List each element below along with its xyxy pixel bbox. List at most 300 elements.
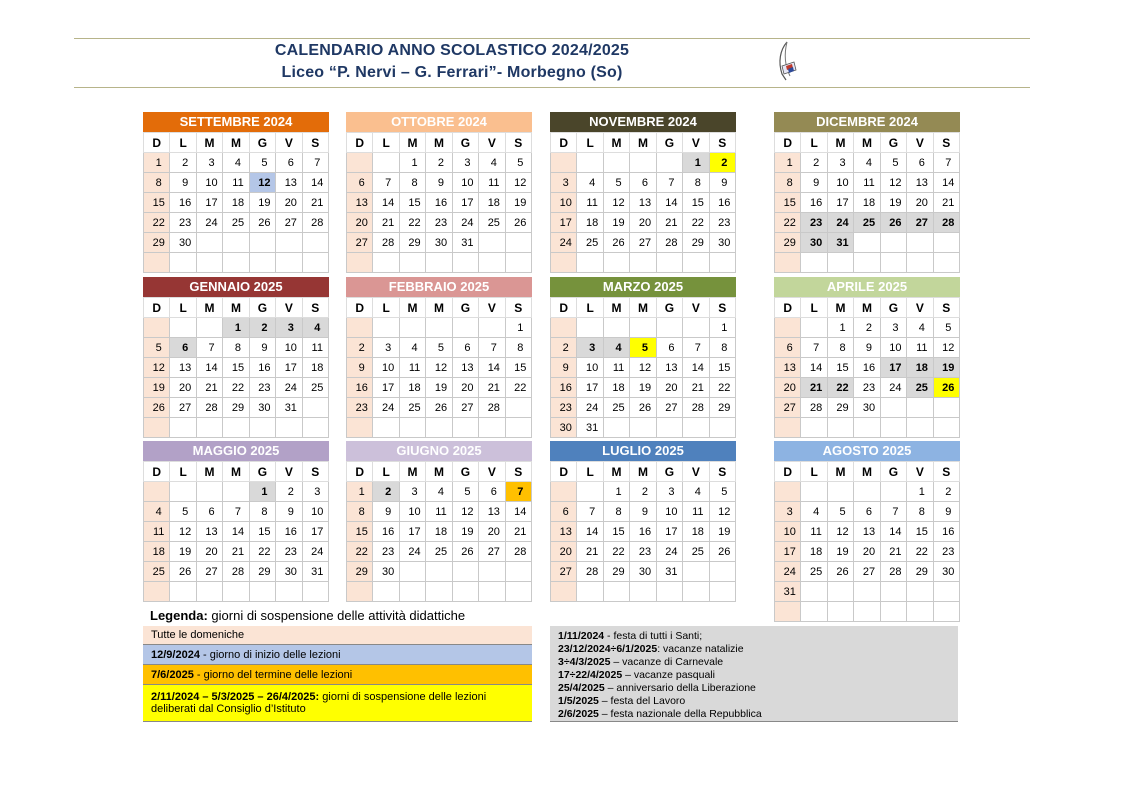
legend-title: Legenda: giorni di sospensione delle attività didattiche bbox=[150, 608, 466, 623]
day-cell: 5 bbox=[933, 318, 959, 338]
day-cell bbox=[880, 233, 906, 253]
day-cell: 26 bbox=[170, 562, 196, 582]
day-cell bbox=[479, 418, 505, 438]
day-cell: 19 bbox=[249, 193, 275, 213]
sunday-cell: 9 bbox=[347, 358, 373, 378]
legend-item: 12/9/2024 - giorno di inizio delle lezioni bbox=[143, 645, 532, 665]
sunday-cell: 30 bbox=[551, 418, 577, 438]
day-cell: 13 bbox=[170, 358, 196, 378]
weekday-header: D bbox=[551, 298, 577, 318]
sunday-cell: 22 bbox=[775, 213, 801, 233]
day-cell: 24 bbox=[399, 542, 425, 562]
day-cell: 27 bbox=[170, 398, 196, 418]
weekday-header: V bbox=[479, 298, 505, 318]
day-cell: 16 bbox=[170, 193, 196, 213]
sunday-cell: 8 bbox=[347, 502, 373, 522]
day-cell bbox=[880, 602, 906, 622]
sunday-cell: 1 bbox=[775, 153, 801, 173]
day-cell: 5 bbox=[249, 153, 275, 173]
day-cell: 1 bbox=[399, 153, 425, 173]
day-cell bbox=[854, 418, 880, 438]
day-cell: 9 bbox=[426, 173, 452, 193]
day-cell bbox=[223, 253, 249, 273]
day-cell: 9 bbox=[373, 502, 399, 522]
day-cell: 27 bbox=[276, 213, 302, 233]
day-cell: 8 bbox=[709, 338, 735, 358]
month-title: DICEMBRE 2024 bbox=[774, 112, 960, 132]
weekday-header: G bbox=[880, 298, 906, 318]
day-cell: 4 bbox=[907, 318, 933, 338]
day-cell bbox=[880, 418, 906, 438]
day-cell: 5 bbox=[170, 502, 196, 522]
weekday-header: M bbox=[603, 133, 629, 153]
day-cell bbox=[505, 582, 531, 602]
day-cell bbox=[505, 233, 531, 253]
day-cell: 9 bbox=[630, 502, 656, 522]
weekday-header: L bbox=[801, 133, 827, 153]
day-cell bbox=[801, 482, 827, 502]
day-cell: 24 bbox=[302, 542, 328, 562]
day-cell: 1 bbox=[907, 482, 933, 502]
day-cell: 17 bbox=[880, 358, 906, 378]
month-calendar bbox=[143, 277, 329, 438]
sunday-cell bbox=[551, 253, 577, 273]
day-cell: 20 bbox=[276, 193, 302, 213]
day-cell: 14 bbox=[302, 173, 328, 193]
weekday-header: L bbox=[801, 298, 827, 318]
day-cell: 28 bbox=[302, 213, 328, 233]
day-cell: 26 bbox=[880, 213, 906, 233]
month-title: FEBBRAIO 2025 bbox=[346, 277, 532, 297]
day-cell: 30 bbox=[170, 233, 196, 253]
day-cell: 21 bbox=[656, 213, 682, 233]
day-cell: 8 bbox=[827, 338, 853, 358]
sunday-cell: 16 bbox=[551, 378, 577, 398]
day-cell: 27 bbox=[630, 233, 656, 253]
day-cell: 30 bbox=[373, 562, 399, 582]
day-cell: 17 bbox=[373, 378, 399, 398]
day-cell: 15 bbox=[223, 358, 249, 378]
day-cell bbox=[302, 418, 328, 438]
day-cell bbox=[452, 418, 478, 438]
day-cell: 23 bbox=[933, 542, 959, 562]
day-cell: 21 bbox=[302, 193, 328, 213]
month-title: APRILE 2025 bbox=[774, 277, 960, 297]
day-cell: 4 bbox=[603, 338, 629, 358]
day-cell: 16 bbox=[276, 522, 302, 542]
day-cell: 2 bbox=[630, 482, 656, 502]
day-cell: 25 bbox=[907, 378, 933, 398]
day-cell: 25 bbox=[426, 542, 452, 562]
day-cell: 16 bbox=[630, 522, 656, 542]
day-cell bbox=[170, 418, 196, 438]
day-cell: 22 bbox=[683, 213, 709, 233]
day-cell bbox=[452, 253, 478, 273]
day-cell: 13 bbox=[656, 358, 682, 378]
day-cell bbox=[933, 418, 959, 438]
day-cell: 16 bbox=[801, 193, 827, 213]
sunday-cell bbox=[551, 318, 577, 338]
day-cell bbox=[170, 253, 196, 273]
day-cell bbox=[827, 253, 853, 273]
day-cell: 18 bbox=[426, 522, 452, 542]
day-cell: 21 bbox=[801, 378, 827, 398]
day-cell: 28 bbox=[479, 398, 505, 418]
day-cell bbox=[196, 318, 222, 338]
day-cell: 10 bbox=[827, 173, 853, 193]
day-cell: 23 bbox=[276, 542, 302, 562]
day-cell bbox=[196, 482, 222, 502]
day-cell: 11 bbox=[603, 358, 629, 378]
day-cell: 31 bbox=[276, 398, 302, 418]
day-cell: 14 bbox=[683, 358, 709, 378]
day-cell: 22 bbox=[249, 542, 275, 562]
day-cell bbox=[505, 253, 531, 273]
weekday-header: M bbox=[827, 298, 853, 318]
weekday-header: V bbox=[479, 133, 505, 153]
day-cell: 21 bbox=[577, 542, 603, 562]
day-cell: 25 bbox=[603, 398, 629, 418]
day-cell: 27 bbox=[452, 398, 478, 418]
day-cell bbox=[170, 582, 196, 602]
day-cell: 24 bbox=[577, 398, 603, 418]
weekday-header: M bbox=[854, 462, 880, 482]
day-cell bbox=[276, 418, 302, 438]
weekday-header: M bbox=[223, 133, 249, 153]
day-cell bbox=[276, 253, 302, 273]
day-cell: 12 bbox=[630, 358, 656, 378]
sunday-cell: 29 bbox=[144, 233, 170, 253]
day-cell bbox=[426, 562, 452, 582]
day-cell bbox=[577, 318, 603, 338]
day-cell: 21 bbox=[373, 213, 399, 233]
sunday-cell: 15 bbox=[775, 193, 801, 213]
day-cell: 29 bbox=[683, 233, 709, 253]
day-cell bbox=[276, 582, 302, 602]
day-cell: 4 bbox=[399, 338, 425, 358]
day-cell: 3 bbox=[302, 482, 328, 502]
day-cell: 7 bbox=[656, 173, 682, 193]
day-cell: 4 bbox=[302, 318, 328, 338]
day-cell: 28 bbox=[683, 398, 709, 418]
day-cell bbox=[196, 253, 222, 273]
day-cell bbox=[373, 582, 399, 602]
day-cell: 11 bbox=[426, 502, 452, 522]
day-cell: 24 bbox=[276, 378, 302, 398]
day-cell: 19 bbox=[630, 378, 656, 398]
sunday-cell: 15 bbox=[347, 522, 373, 542]
weekday-header: V bbox=[907, 133, 933, 153]
weekday-header: G bbox=[880, 462, 906, 482]
day-cell: 4 bbox=[683, 482, 709, 502]
day-cell: 15 bbox=[505, 358, 531, 378]
day-cell bbox=[630, 318, 656, 338]
day-cell bbox=[373, 418, 399, 438]
day-cell: 21 bbox=[196, 378, 222, 398]
weekday-header: S bbox=[302, 462, 328, 482]
weekday-header: D bbox=[144, 133, 170, 153]
day-cell: 25 bbox=[801, 562, 827, 582]
day-cell: 30 bbox=[933, 562, 959, 582]
day-cell: 26 bbox=[709, 542, 735, 562]
month-calendar bbox=[550, 277, 736, 438]
day-cell: 15 bbox=[399, 193, 425, 213]
sunday-cell: 13 bbox=[347, 193, 373, 213]
day-cell: 6 bbox=[630, 173, 656, 193]
weekday-header: L bbox=[170, 462, 196, 482]
sunday-cell: 10 bbox=[551, 193, 577, 213]
weekday-header: V bbox=[276, 298, 302, 318]
day-cell bbox=[827, 602, 853, 622]
day-cell: 6 bbox=[276, 153, 302, 173]
weekday-header: M bbox=[223, 298, 249, 318]
day-cell bbox=[249, 233, 275, 253]
day-cell: 26 bbox=[249, 213, 275, 233]
day-cell: 23 bbox=[801, 213, 827, 233]
day-cell: 20 bbox=[656, 378, 682, 398]
day-cell: 24 bbox=[880, 378, 906, 398]
sunday-cell: 1 bbox=[144, 153, 170, 173]
day-cell: 13 bbox=[907, 173, 933, 193]
day-cell: 10 bbox=[196, 173, 222, 193]
weekday-header: D bbox=[551, 462, 577, 482]
day-cell: 10 bbox=[302, 502, 328, 522]
day-cell: 15 bbox=[907, 522, 933, 542]
day-cell: 4 bbox=[223, 153, 249, 173]
day-cell bbox=[603, 418, 629, 438]
sunday-cell: 16 bbox=[347, 378, 373, 398]
sunday-cell: 3 bbox=[551, 173, 577, 193]
holidays-box bbox=[550, 626, 958, 722]
day-cell: 25 bbox=[854, 213, 880, 233]
weekday-header: M bbox=[223, 462, 249, 482]
holiday-line: 1/11/2024 - festa di tutti i Santi; bbox=[558, 630, 703, 642]
day-cell bbox=[302, 233, 328, 253]
day-cell bbox=[479, 582, 505, 602]
day-cell: 18 bbox=[479, 193, 505, 213]
sunday-cell: 8 bbox=[775, 173, 801, 193]
weekday-header: D bbox=[775, 133, 801, 153]
day-cell bbox=[603, 582, 629, 602]
day-cell: 14 bbox=[505, 502, 531, 522]
day-cell bbox=[854, 233, 880, 253]
day-cell bbox=[801, 318, 827, 338]
day-cell bbox=[196, 418, 222, 438]
day-cell: 19 bbox=[170, 542, 196, 562]
day-cell: 19 bbox=[827, 542, 853, 562]
sunday-cell: 18 bbox=[144, 542, 170, 562]
day-cell: 4 bbox=[577, 173, 603, 193]
day-cell: 28 bbox=[373, 233, 399, 253]
holiday-line: 3÷4/3/2025 – vacanze di Carnevale bbox=[558, 656, 724, 668]
day-cell bbox=[452, 318, 478, 338]
day-cell: 11 bbox=[577, 193, 603, 213]
day-cell bbox=[479, 233, 505, 253]
day-cell: 29 bbox=[907, 562, 933, 582]
day-cell: 30 bbox=[854, 398, 880, 418]
day-cell: 17 bbox=[656, 522, 682, 542]
day-cell: 5 bbox=[426, 338, 452, 358]
day-cell: 21 bbox=[223, 542, 249, 562]
day-cell: 7 bbox=[302, 153, 328, 173]
weekday-header: G bbox=[656, 462, 682, 482]
sunday-cell: 4 bbox=[144, 502, 170, 522]
month-title: SETTEMBRE 2024 bbox=[143, 112, 329, 132]
day-cell bbox=[801, 418, 827, 438]
day-cell: 28 bbox=[223, 562, 249, 582]
weekday-header: D bbox=[347, 133, 373, 153]
sunday-cell: 6 bbox=[551, 502, 577, 522]
sunday-cell bbox=[144, 253, 170, 273]
day-cell bbox=[577, 482, 603, 502]
day-cell: 27 bbox=[196, 562, 222, 582]
sunday-cell: 6 bbox=[775, 338, 801, 358]
day-cell: 26 bbox=[603, 233, 629, 253]
weekday-header: M bbox=[854, 298, 880, 318]
day-cell: 18 bbox=[577, 213, 603, 233]
sunday-cell: 9 bbox=[551, 358, 577, 378]
day-cell bbox=[505, 398, 531, 418]
day-cell bbox=[854, 582, 880, 602]
holiday-line: 2/6/2025 – festa nazionale della Repubblica bbox=[558, 708, 762, 720]
day-cell: 30 bbox=[801, 233, 827, 253]
day-cell bbox=[399, 582, 425, 602]
day-cell: 1 bbox=[683, 153, 709, 173]
sunday-cell bbox=[144, 418, 170, 438]
day-cell bbox=[880, 482, 906, 502]
day-cell: 17 bbox=[827, 193, 853, 213]
sunday-cell bbox=[775, 253, 801, 273]
day-cell: 2 bbox=[854, 318, 880, 338]
sunday-cell: 24 bbox=[551, 233, 577, 253]
day-cell: 9 bbox=[276, 502, 302, 522]
month-title: GENNAIO 2025 bbox=[143, 277, 329, 297]
day-cell: 29 bbox=[827, 398, 853, 418]
sunday-cell: 10 bbox=[775, 522, 801, 542]
day-cell: 15 bbox=[603, 522, 629, 542]
day-cell bbox=[907, 418, 933, 438]
day-cell: 24 bbox=[827, 213, 853, 233]
day-cell: 24 bbox=[452, 213, 478, 233]
day-cell bbox=[880, 253, 906, 273]
day-cell: 12 bbox=[452, 502, 478, 522]
weekday-header: G bbox=[249, 133, 275, 153]
weekday-header: M bbox=[196, 298, 222, 318]
day-cell: 17 bbox=[302, 522, 328, 542]
sunday-cell: 22 bbox=[347, 542, 373, 562]
day-cell: 20 bbox=[854, 542, 880, 562]
day-cell: 12 bbox=[603, 193, 629, 213]
day-cell bbox=[452, 582, 478, 602]
day-cell: 18 bbox=[801, 542, 827, 562]
weekday-header: S bbox=[933, 462, 959, 482]
day-cell bbox=[479, 318, 505, 338]
sunday-cell: 1 bbox=[347, 482, 373, 502]
weekday-header: S bbox=[302, 133, 328, 153]
day-cell: 21 bbox=[683, 378, 709, 398]
day-cell: 15 bbox=[827, 358, 853, 378]
day-cell bbox=[827, 418, 853, 438]
day-cell: 18 bbox=[603, 378, 629, 398]
month-calendar bbox=[550, 112, 736, 273]
day-cell: 3 bbox=[399, 482, 425, 502]
weekday-header: M bbox=[196, 462, 222, 482]
sunday-cell bbox=[347, 253, 373, 273]
day-cell bbox=[170, 318, 196, 338]
day-cell: 26 bbox=[426, 398, 452, 418]
day-cell bbox=[907, 233, 933, 253]
day-cell: 6 bbox=[196, 502, 222, 522]
day-cell bbox=[249, 582, 275, 602]
day-cell: 28 bbox=[196, 398, 222, 418]
day-cell: 28 bbox=[880, 562, 906, 582]
day-cell: 22 bbox=[505, 378, 531, 398]
holiday-line: 1/5/2025 – festa del Lavoro bbox=[558, 695, 686, 707]
sunday-cell: 13 bbox=[775, 358, 801, 378]
sunday-cell bbox=[347, 582, 373, 602]
day-cell: 7 bbox=[801, 338, 827, 358]
day-cell: 22 bbox=[907, 542, 933, 562]
day-cell: 25 bbox=[302, 378, 328, 398]
sunday-cell: 12 bbox=[144, 358, 170, 378]
day-cell bbox=[801, 582, 827, 602]
weekday-header: D bbox=[775, 298, 801, 318]
sunday-cell: 23 bbox=[347, 398, 373, 418]
weekday-header: L bbox=[577, 462, 603, 482]
day-cell: 1 bbox=[709, 318, 735, 338]
weekday-header: V bbox=[907, 462, 933, 482]
day-cell bbox=[656, 418, 682, 438]
day-cell: 4 bbox=[854, 153, 880, 173]
day-cell bbox=[683, 418, 709, 438]
weekday-header: M bbox=[630, 298, 656, 318]
day-cell: 7 bbox=[880, 502, 906, 522]
day-cell bbox=[880, 582, 906, 602]
day-cell: 12 bbox=[170, 522, 196, 542]
sunday-cell: 29 bbox=[775, 233, 801, 253]
day-cell: 8 bbox=[249, 502, 275, 522]
day-cell: 19 bbox=[880, 193, 906, 213]
day-cell: 15 bbox=[709, 358, 735, 378]
day-cell: 7 bbox=[505, 482, 531, 502]
weekday-header: S bbox=[933, 133, 959, 153]
day-cell: 23 bbox=[170, 213, 196, 233]
day-cell bbox=[683, 318, 709, 338]
day-cell: 2 bbox=[276, 482, 302, 502]
sunday-cell bbox=[347, 318, 373, 338]
day-cell: 26 bbox=[827, 562, 853, 582]
day-cell: 23 bbox=[426, 213, 452, 233]
weekday-header: G bbox=[656, 133, 682, 153]
day-cell bbox=[276, 233, 302, 253]
day-cell: 15 bbox=[249, 522, 275, 542]
day-cell bbox=[683, 253, 709, 273]
legend-item: 7/6/2025 - giorno del termine delle lezioni bbox=[143, 665, 532, 685]
day-cell: 2 bbox=[249, 318, 275, 338]
day-cell bbox=[709, 253, 735, 273]
day-cell: 25 bbox=[399, 398, 425, 418]
weekday-header: D bbox=[775, 462, 801, 482]
day-cell: 22 bbox=[223, 378, 249, 398]
weekday-header: D bbox=[144, 298, 170, 318]
day-cell: 19 bbox=[452, 522, 478, 542]
day-cell: 14 bbox=[933, 173, 959, 193]
day-cell: 10 bbox=[656, 502, 682, 522]
sunday-cell: 24 bbox=[775, 562, 801, 582]
day-cell: 5 bbox=[630, 338, 656, 358]
weekday-header: S bbox=[709, 133, 735, 153]
day-cell bbox=[452, 562, 478, 582]
